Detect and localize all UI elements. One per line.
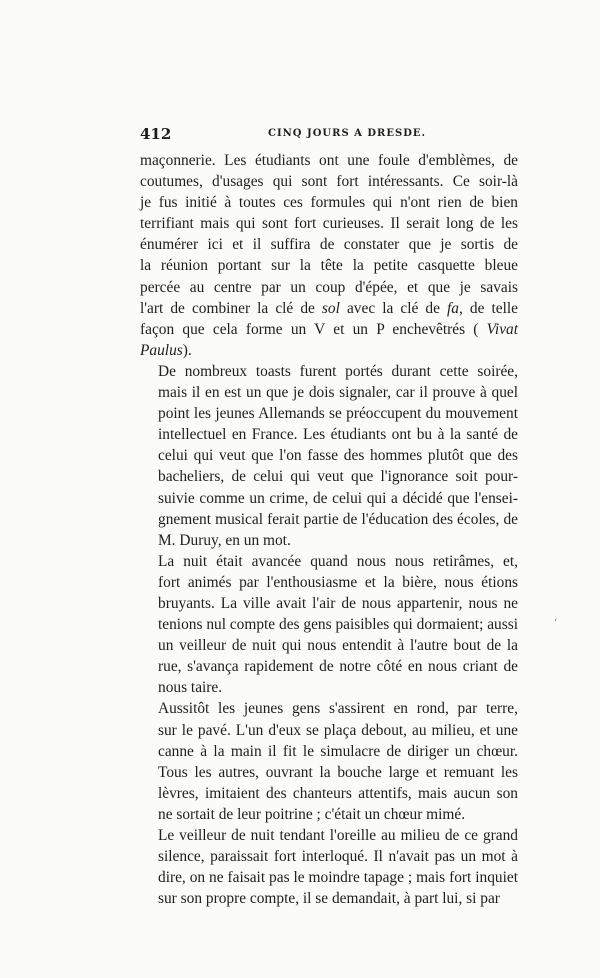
text-line: bruyants. La ville avait l'air de nous appartenir, nous ne	[158, 594, 518, 612]
body-text	[140, 150, 518, 909]
text-line: ne sortait de leur poitrine ; c'était un chœur mimé.	[158, 805, 466, 823]
text-line: celui qui veut que l'on fasse des hommes plutôt que des	[158, 447, 518, 465]
text-line: terrifiant mais qui sont fort curieuses. Il serait long de les	[140, 215, 518, 233]
text-line: la réunion portant sur la tête la petite casquette bleue	[140, 257, 518, 275]
text-line: De nombreux toasts furent portés durant cette soirée,	[158, 362, 518, 380]
paragraph	[140, 825, 518, 909]
text-line: tenions nul compte des gens paisibles qui dormaient; aussi	[158, 616, 518, 634]
text-line: lèvres, imitaient des chanteurs attentifs, mais aucun son	[158, 784, 518, 802]
text-line: gnement musical ferait partie de l'éducation des écoles, de	[158, 510, 518, 528]
text-line: canne à la main il fit le simulacre de diriger un chœur.	[158, 742, 518, 760]
text-line: coutumes, d'usages qui sont fort intéressants. Ce soir-là	[140, 173, 518, 191]
text-line: Aussitôt les jeunes gens s'assirent en rond, par terre,	[158, 700, 518, 718]
text-line: Tous les autres, ouvrant la bouche large et remuant les	[158, 763, 518, 781]
text-line: percée au centre par un coup d'épée, et que je savais	[140, 278, 518, 296]
text-line: sur le pavé. L'un d'eux se plaça debout, au milieu, et une	[158, 721, 518, 739]
text-line: je fus initié à toutes ces formules qui n'ont rien de bien	[140, 194, 518, 212]
text-line: point les jeunes Allemands se préoccupent du mouvement	[158, 405, 518, 423]
text-line: M. Duruy, en un mot.	[158, 531, 291, 549]
text-line: sur son propre compte, il se demandait, à part lui, si par	[158, 890, 500, 908]
text-line: rue, s'avança rapidement de notre côté en nous criant de	[158, 658, 518, 676]
paragraph	[140, 698, 518, 825]
text-line: intellectuel en France. Les étudiants ont bu à la santé de	[158, 426, 518, 444]
text-line: dire, on ne faisait pas le moindre tapage ; mais fort inquiet	[158, 869, 518, 887]
text-line: façon que cela forme un V et un P enchevêtrés ( Vivat	[140, 320, 518, 338]
text-line: l'art de combiner la clé de sol avec la clé de fa, de telle	[140, 299, 519, 317]
text-line: mais il en est un que je dois signaler, car il prouve à quel	[158, 384, 518, 402]
page-number: 412	[140, 125, 172, 143]
paragraph	[140, 361, 518, 551]
text-line: maçonnerie. Les étudiants ont une foule d'emblèmes, de	[140, 152, 518, 169]
margin-speck: ‘	[554, 618, 558, 629]
text-line: La nuit était avancée quand nous nous retirâmes, et,	[158, 552, 518, 570]
text-line: Le veilleur de nuit tendant l'oreille au milieu de ce grand	[158, 827, 518, 844]
text-line: Paulus).	[140, 341, 192, 359]
text-line: nous taire.	[158, 679, 223, 697]
running-title: CINQ JOURS A DRESDE.	[268, 128, 426, 139]
text-line: un veilleur de nuit qui nous entendit à l'autre bout de la	[158, 637, 518, 655]
paragraph	[140, 551, 518, 699]
text-line: suivie comme un crime, de celui qui a décidé que l'ensei-	[158, 489, 518, 507]
running-head	[140, 125, 518, 145]
paragraph	[140, 150, 518, 361]
text-line: fort animés par l'enthousiasme et la bière, nous étions	[158, 573, 518, 591]
text-line: énumérer ici et il suffira de constater que je sortis de	[140, 236, 518, 254]
text-line: bacheliers, de celui qui veut que l'ignorance soit pour-	[158, 468, 518, 486]
text-line: silence, paraissait fort interloqué. Il n'avait pas un mot à	[158, 848, 518, 866]
